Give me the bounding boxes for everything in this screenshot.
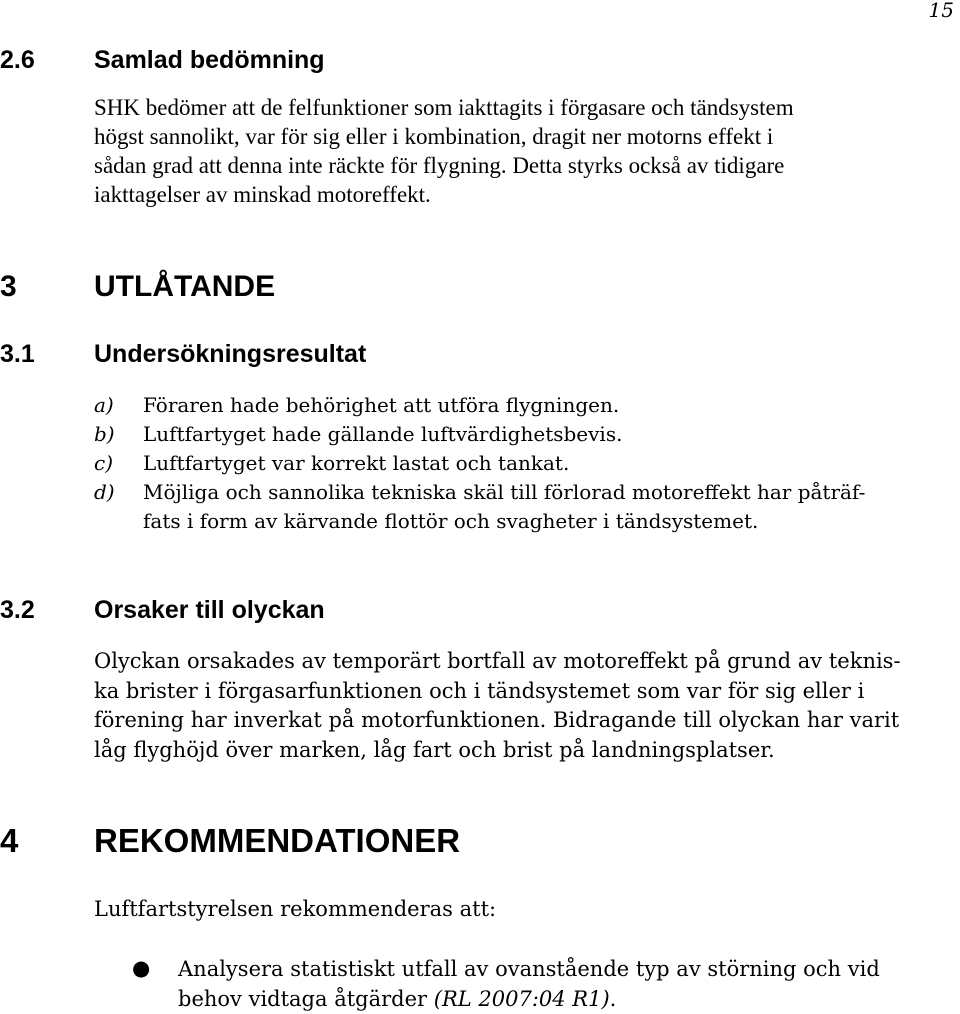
list-text: Möjliga och sannolika tekniska skäl till förlorad motoreffekt har påträf- — [143, 480, 866, 504]
page-number: 15 — [928, 0, 954, 22]
recommendation-reference: (RL 2007:04 R1) — [433, 986, 610, 1011]
paragraph-2-6 — [94, 93, 960, 209]
section-number: 3.1 — [0, 340, 35, 368]
chapter-number: 4 — [0, 822, 19, 859]
list-item — [94, 449, 960, 478]
list-label: b) — [94, 422, 115, 446]
section-title: Undersökningsresultat — [94, 340, 367, 368]
section-number: 3.2 — [0, 596, 35, 624]
list-text: Luftfartyget var korrekt lastat och tankat. — [143, 451, 570, 475]
paragraph-line: förening har inverkat på motorfunktionen. Bidragande till olyckan har varit — [94, 708, 900, 732]
list-label: a) — [94, 393, 114, 417]
list-item — [94, 391, 960, 420]
section-heading-3-1 — [0, 340, 366, 369]
recommendation-line — [178, 985, 958, 1014]
bullet-icon: ● — [132, 956, 151, 980]
list-label: c) — [94, 451, 114, 475]
section-heading-3-2 — [0, 596, 325, 625]
list-label: d) — [94, 480, 115, 504]
list-text: Föraren hade behörighet att utföra flygningen. — [143, 393, 620, 417]
recommendation-line: Analysera statistiskt utfall av ovanstående typ av störning och vid — [178, 957, 880, 981]
findings-list — [94, 391, 960, 536]
chapter-number: 3 — [0, 270, 17, 303]
paragraph-line: sådan grad att denna inte räckte för flygning. Detta styrks också av tidigare — [94, 153, 785, 178]
paragraph-line: SHK bedömer att de felfunktioner som iakttagits i förgasare och tändsystem — [94, 95, 794, 120]
list-text: fats i form av kärvande flottör och svagheter i tändsystemet. — [143, 509, 759, 533]
recommendation-item — [178, 955, 958, 1014]
paragraph-3-2 — [94, 647, 960, 765]
paragraph-line: Olyckan orsakades av temporärt bortfall av motoreffekt på grund av teknis- — [94, 649, 901, 673]
list-item — [94, 420, 960, 449]
chapter-heading-3 — [0, 270, 275, 304]
section-title: Samlad bedömning — [94, 46, 325, 74]
recommendation-text: behov vidtaga åtgärder — [178, 986, 434, 1011]
paragraph-line: ka brister i förgasarfunktionen och i tändsystemet som var för sig eller i — [94, 678, 865, 703]
paragraph-line: låg flyghöjd över marken, låg fart och brist på landningsplatser. — [94, 737, 775, 762]
section-heading-2-6 — [0, 46, 325, 75]
list-item — [94, 478, 960, 536]
paragraph-line: iakttagelser av minskad motoreffekt. — [94, 182, 431, 207]
section-number: 2.6 — [0, 46, 35, 74]
chapter-title: UTLÅTANDE — [94, 270, 276, 303]
list-text: Luftfartyget hade gällande luftvärdighetsbevis. — [143, 422, 623, 446]
chapter-title: REKOMMENDATIONER — [94, 822, 461, 859]
section-title: Orsaker till olyckan — [94, 596, 325, 624]
recommendation-intro: Luftfartstyrelsen rekommenderas att: — [94, 897, 497, 921]
paragraph-line: högst sannolikt, var för sig eller i kombination, dragit ner motorns effekt i — [94, 124, 774, 149]
recommendation-end: . — [609, 986, 617, 1011]
chapter-heading-4 — [0, 822, 460, 860]
